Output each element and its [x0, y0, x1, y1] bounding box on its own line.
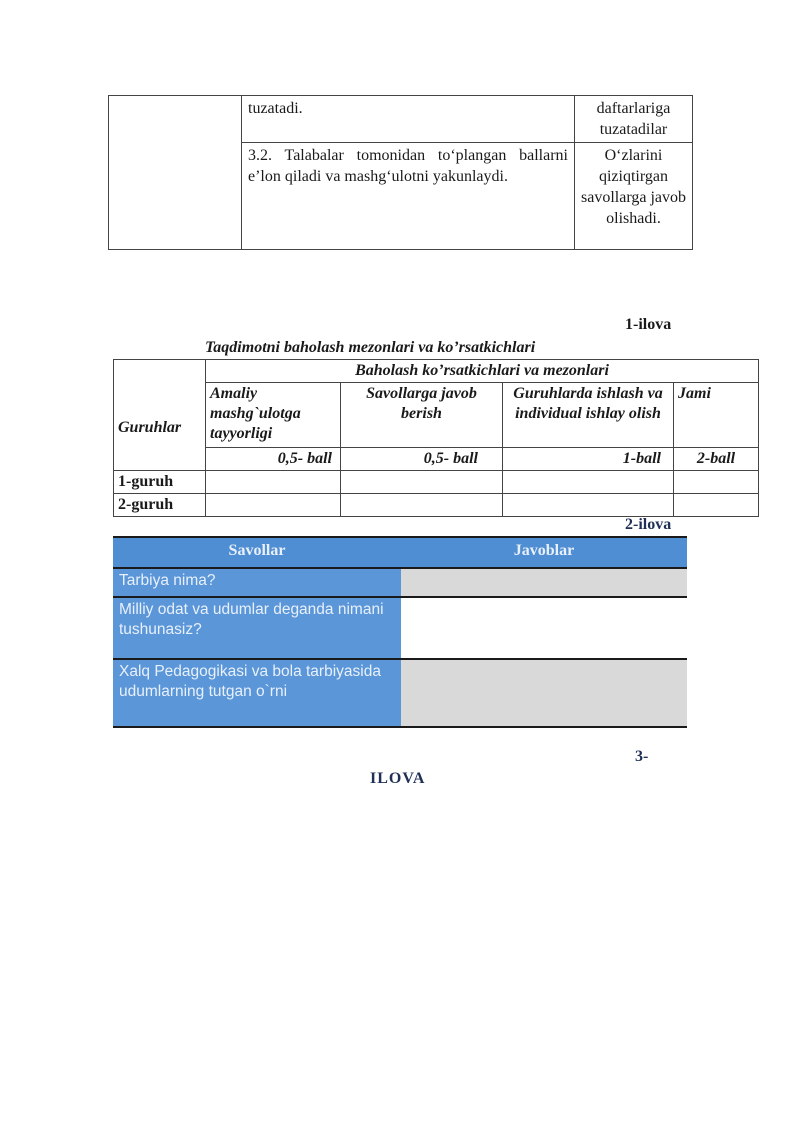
- evaluation-criteria-table: [113, 359, 759, 517]
- table-row: [113, 568, 687, 597]
- question-cell: Milliy odat va udumlar deganda nimani tushunasiz?: [113, 597, 401, 659]
- points-cell: 0,5- ball: [341, 448, 503, 471]
- points-cell: 1-ball: [503, 448, 674, 471]
- table-row: [109, 96, 693, 143]
- group-label: 2-guruh: [114, 494, 206, 517]
- table-cell-empty: [341, 471, 503, 494]
- table-row: [113, 597, 687, 659]
- appendix-2-label: 2-ilova: [625, 516, 672, 533]
- table-cell: tuzatadi.: [242, 96, 575, 143]
- table-cell-empty: [674, 494, 759, 517]
- points-cell: 2-ball: [674, 448, 759, 471]
- answer-cell: [401, 568, 687, 597]
- table-cell-empty: [206, 471, 341, 494]
- column-header: Guruhlarda ishlash va individual ishlay olish: [503, 383, 674, 448]
- table-row: [113, 659, 687, 727]
- column-header: Savollar: [113, 537, 401, 568]
- table-cell-empty: [503, 471, 674, 494]
- table-header-row: [113, 537, 687, 568]
- table-row: [114, 448, 759, 471]
- appendix-3-word: ILOVA: [370, 770, 426, 787]
- table-cell-empty: [674, 471, 759, 494]
- groups-header: Guruhlar: [114, 360, 206, 471]
- table-title: Taqdimotni baholash mezonlari va ko’rsatkichlari: [205, 339, 536, 356]
- answer-cell: [401, 597, 687, 659]
- table-cell-empty: [341, 494, 503, 517]
- table-row: [114, 383, 759, 448]
- table-cell: 3.2. Talabalar tomonidan to‘plangan ballarni e’lon qiladi va mashg‘ulotni yakunlaydi.: [242, 143, 575, 250]
- table-cell-empty: [206, 494, 341, 517]
- questions-answers-table: [113, 536, 687, 728]
- table-cell: O‘zlarini qiziqtirgan savollarga javob olishadi.: [575, 143, 693, 250]
- lesson-steps-table: [108, 95, 693, 250]
- table-cell: daftarlariga tuzatadilar: [575, 96, 693, 143]
- table-row: [114, 360, 759, 383]
- column-header: Amaliy mashg`ulotga tayyorligi: [206, 383, 341, 448]
- appendix-1-label: 1-ilova: [625, 316, 672, 333]
- table-cell-empty: [503, 494, 674, 517]
- table-row: [114, 471, 759, 494]
- table-row: [114, 494, 759, 517]
- table-cell-empty: [109, 96, 242, 250]
- column-header: Javoblar: [401, 537, 687, 568]
- criteria-header: Baholash ko’rsatkichlari va mezonlari: [206, 360, 759, 383]
- column-header: Jami: [674, 383, 759, 448]
- answer-cell: [401, 659, 687, 727]
- appendix-3-number: 3-: [635, 748, 649, 765]
- question-cell: Xalq Pedagogikasi va bola tarbiyasida udumlarning tutgan o`rni: [113, 659, 401, 727]
- question-cell: Tarbiya nima?: [113, 568, 401, 597]
- column-header: Savollarga javob berish: [341, 383, 503, 448]
- points-cell: 0,5- ball: [206, 448, 341, 471]
- group-label: 1-guruh: [114, 471, 206, 494]
